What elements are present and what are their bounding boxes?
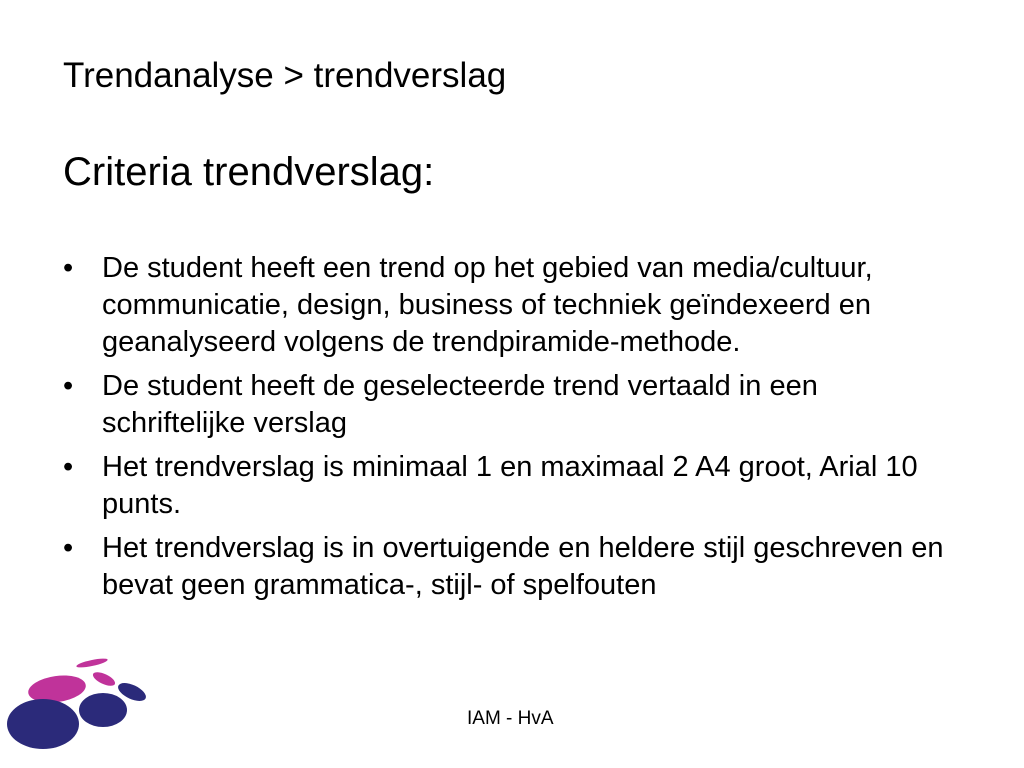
list-item bbox=[63, 530, 963, 604]
bullet-icon: • bbox=[63, 370, 74, 402]
slide-title: Trendanalyse > trendverslag bbox=[63, 56, 507, 95]
logo-icon bbox=[0, 655, 160, 755]
logo-shape bbox=[7, 699, 79, 749]
list-item bbox=[63, 368, 963, 442]
logo-shape bbox=[76, 657, 109, 670]
list-item-text: Het trendverslag is minimaal 1 en maximaal 2 A4 groot, Arial 10 punts. bbox=[102, 451, 918, 520]
slide-subtitle: Criteria trendverslag: bbox=[63, 150, 435, 194]
list-item bbox=[63, 250, 963, 361]
list-item-text: De student heeft de geselecteerde trend vertaald in een schriftelijke verslag bbox=[102, 370, 818, 439]
criteria-list bbox=[63, 250, 963, 611]
footer-text: IAM - HvA bbox=[467, 708, 554, 729]
logo-shape bbox=[91, 669, 117, 688]
bullet-icon: • bbox=[63, 532, 74, 564]
list-item-text: De student heeft een trend op het gebied van media/cultuur, communicatie, design, business of techniek geïndexeerd en geanalyseerd volgens de trendpiramide-methode. bbox=[102, 252, 873, 358]
logo-shape bbox=[79, 693, 127, 727]
list-item-text: Het trendverslag is in overtuigende en heldere stijl geschreven en bevat geen grammatica-, stijl- of spelfouten bbox=[102, 532, 944, 601]
list-item bbox=[63, 449, 963, 523]
bullet-icon: • bbox=[63, 451, 74, 483]
bullet-icon: • bbox=[63, 252, 74, 284]
